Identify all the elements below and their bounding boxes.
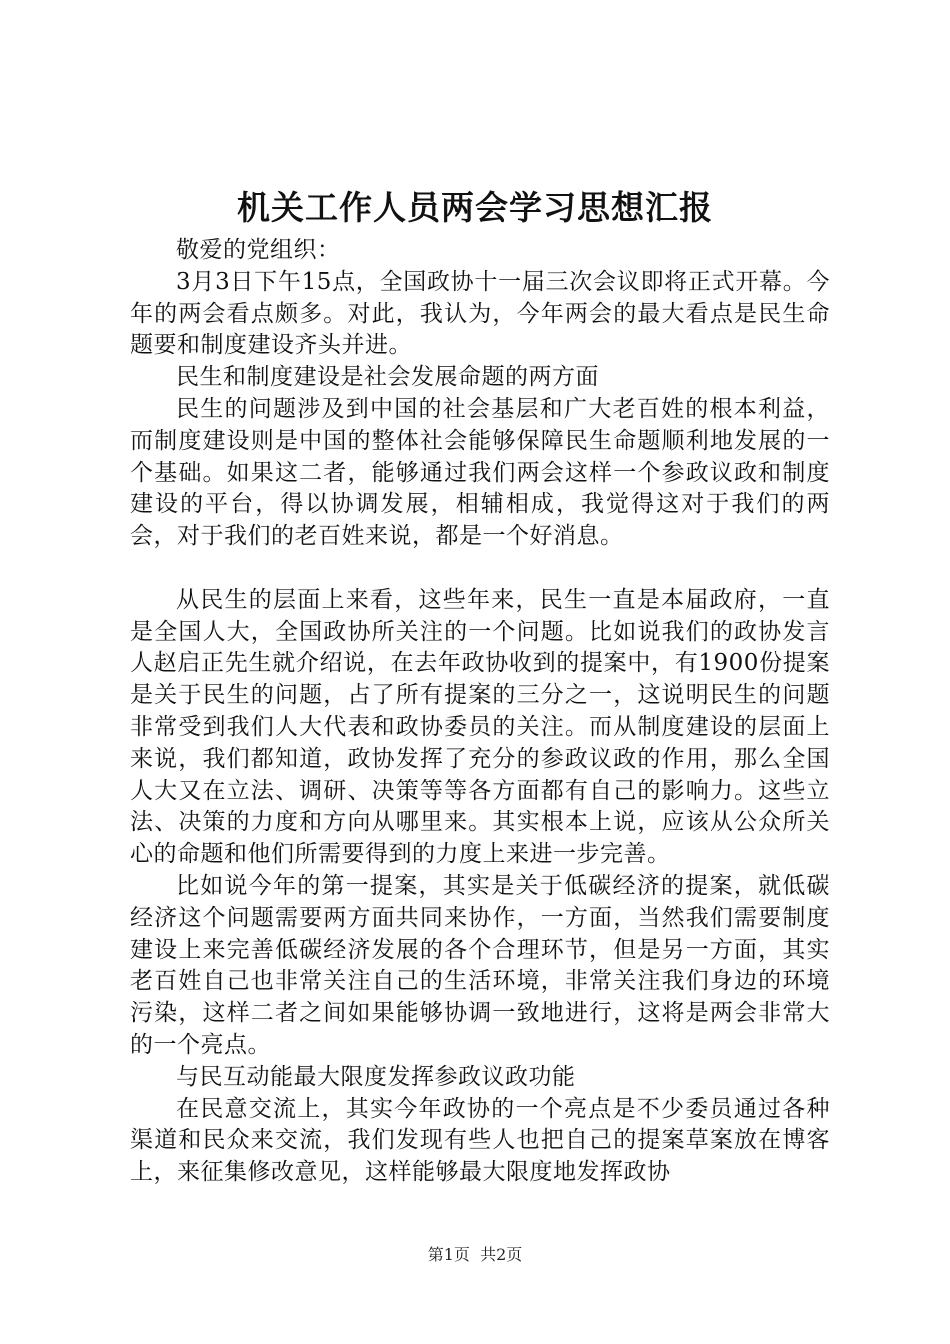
- document-title: 机关工作人员两会学习思想汇报: [237, 188, 713, 227]
- page-footer: [0, 1243, 950, 1267]
- page-number: 第1页: [427, 1245, 470, 1264]
- document-body: [130, 235, 830, 1189]
- salutation: 敬爱的党组织：: [176, 237, 341, 263]
- paragraph: 在民意交流上，其实今年政协的一个亮点是不少委员通过各种渠道和民众来交流，我们发现有些人也把自己的提案草案放在博客上，来征集修改意见，这样能够最大限度地发挥政协: [130, 1095, 830, 1186]
- paragraph: 比如说今年的第一提案，其实是关于低碳经济的提案，就低碳经济这个问题需要两方面共同来协作，一方面，当然我们需要制度建设上来完善低碳经济发展的各个合理环节，但是另一方面，其实老百姓自己也非常关注自己的生活环境，非常关注我们身边的环境污染，这样二者之间如果能够协调一致地进行，这将是两会非常大的一个亮点。: [130, 872, 830, 1058]
- paragraph: 民生的问题涉及到中国的社会基层和广大老百姓的根本利益，而制度建设则是中国的整体社会能够保障民生命题顺利地发展的一个基础。如果这二者，能够通过我们两会这样一个参政议政和制度建设的平台，得以协调发展，相辅相成，我觉得这对于我们的两会，对于我们的老百姓来说，都是一个好消息。: [130, 395, 830, 550]
- paragraph: 从民生的层面上来看，这些年来，民生一直是本届政府，一直是全国人大，全国政协所关注的一个问题。比如说我们的政协发言人赵启正先生就介绍说，在去年政协收到的提案中，有1900份提案是关于民生的问题，占了所有提案的三分之一，这说明民生的问题非常受到我们人大代表和政协委员的关注。而从制度建设的层面上来说，我们都知道，政协发挥了充分的参政议政的作用，那么全国人大又在立法、调研、决策等等各方面都有自己的影响力。这些立法、决策的力度和方向从哪里来。其实根本上说，应该从公众所关心的命题和他们所需要得到的力度上来进一步完善。: [130, 586, 830, 868]
- section-heading: 民生和制度建设是社会发展命题的两方面: [176, 364, 599, 391]
- paragraph: 3月3日下午15点，全国政协十一届三次会议即将正式开幕。今年的两会看点颇多。对此，我认为，今年两会的最大看点是民生命题要和制度建设齐头并进。: [130, 268, 830, 359]
- blank-line: [130, 553, 830, 585]
- page-total: 共2页: [480, 1245, 523, 1264]
- section-heading: 与民互动能最大限度发挥参政议政功能: [176, 1063, 576, 1090]
